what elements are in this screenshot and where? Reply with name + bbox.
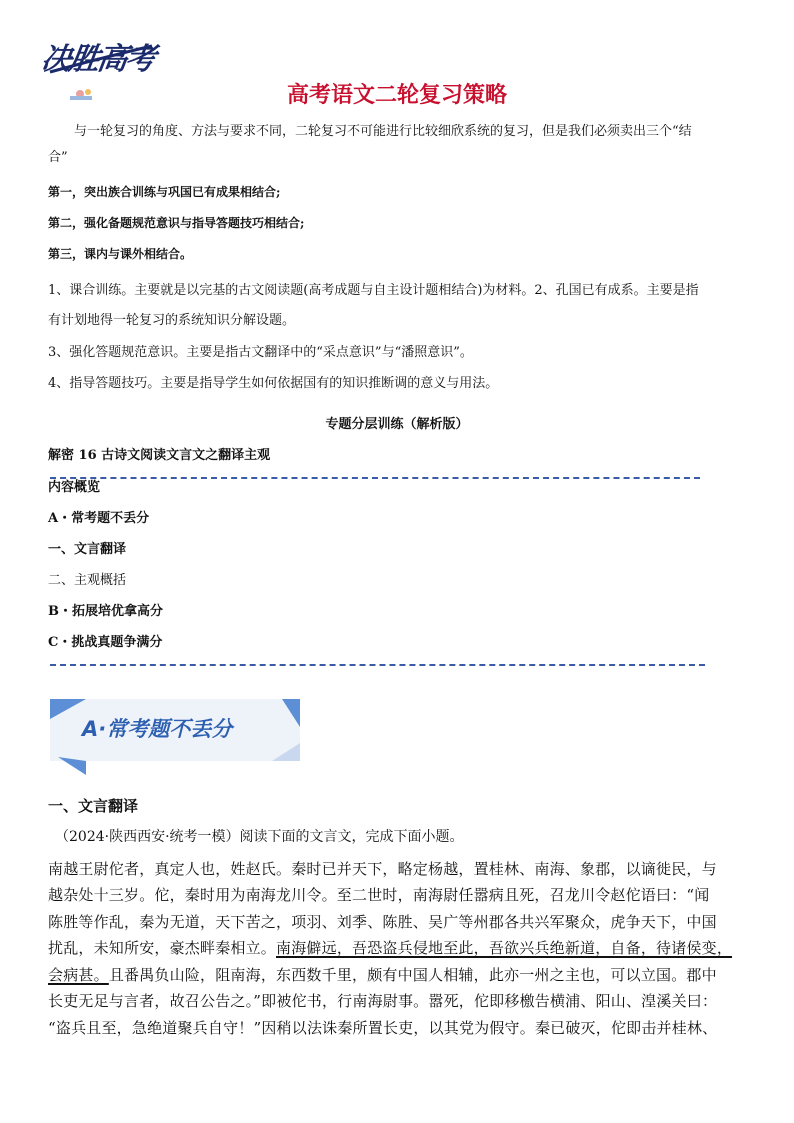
banner-label: A·常考题不丢分 [82,717,233,741]
overview-item-2: 二、主观概括 [48,573,127,588]
passage-line-3: 陈胜等作乱，秦为无道，天下苦之，项羽、刘季、陈胜、吴广等州郡各共兴军聚众，虎争天下，中国 [48,913,717,931]
unit-title: 解密 16 古诗文阅读文言文之翻译主观 [48,448,271,463]
divider-top [50,477,700,479]
passage-line-2: 越杂处十三岁。佗，秦时用为南海龙川令。至二世时，南海尉任嚣病且死，召龙川令赵佗语曰：“闻 [48,886,710,904]
passage-line-5-plain: 且番禺负山险，阻南海，东西数千里，颇有中国人相辅，此亦一州之主也，可以立国。郡中 [108,966,717,984]
subtitle: 专题分层训练（解析版） [325,417,469,432]
detail-1-line-1: 1、课合训练。主要就是以完基的古文阅读题(高考成题与自主设计题相结合)为材料。2、孔国已有成系。主要是指 [48,283,699,298]
passage-line-6: 长吏无足与言者，故召公告之。”即被佗书，行南海尉事。嚣死，佗即移檄告横浦、阳山、湟溪关曰： [48,992,718,1010]
passage-underlined-end: 会病甚。 [48,966,109,984]
passage-line-5 [48,962,717,989]
logo-text: 决胜高考 [39,42,156,77]
overview-item-b: B・拓展培优拿高分 [48,604,163,619]
passage-line-4 [48,935,732,962]
detail-1-line-2: 有计划地得一轮复习的系统知识分解设题。 [48,313,296,328]
passage-line-4-plain: 扰乱，未知所安，豪杰畔秦相立。 [48,939,277,957]
section-heading: 一、文言翻译 [48,797,139,815]
point-1: 第一，突出族合训练与巩国已有成果相结合; [48,185,281,199]
overview-heading: 内容概览 [48,480,101,495]
overview-item-a: A・常考题不丢分 [48,511,150,526]
overview-item-1: 一、文言翻译 [48,542,127,557]
divider-bottom [50,664,705,666]
point-3: 第三，课内与课外相结合。 [48,247,193,261]
passage-line-1: 南越王尉佗者，真定人也，姓赵氏。秦时已并天下，略定杨越，置桂林、南海、象郡，以谪徙民，与 [48,860,717,878]
detail-3: 3、强化答题规范意识。主要是指古文翻译中的“采点意识”与“潘照意识”。 [48,345,473,360]
intro-line-2: 合” [48,150,68,165]
passage-underlined-sentence: 南海僻远，吾恐盗兵侵地至此，吾欲兴兵绝新道，自备，待诸侯变， [276,939,733,957]
passage-line-7: “盗兵且至，急绝道聚兵自守！”因稍以法诛秦所置长吏，以其党为假守。秦已破灭，佗即击并桂林、 [48,1019,718,1037]
point-2: 第二，强化备题规范意识与指导答题技巧相结合; [48,216,305,230]
page-title: 高考语文二轮复习策略 [286,83,507,108]
question-source: （2024·陕西西安·统考一模）阅读下面的文言文，完成下面小题。 [55,829,464,845]
overview-item-c: C・挑战真题争满分 [48,635,163,650]
detail-4: 4、指导答题技巧。主要是指导学生如何依据国有的知识推断调的意义与用法。 [48,376,499,391]
intro-line-1: 与一轮复习的角度、方法与要求不同，二轮复习不可能进行比较细欣系统的复习，但是我们必须卖出三个“结 [74,124,692,139]
